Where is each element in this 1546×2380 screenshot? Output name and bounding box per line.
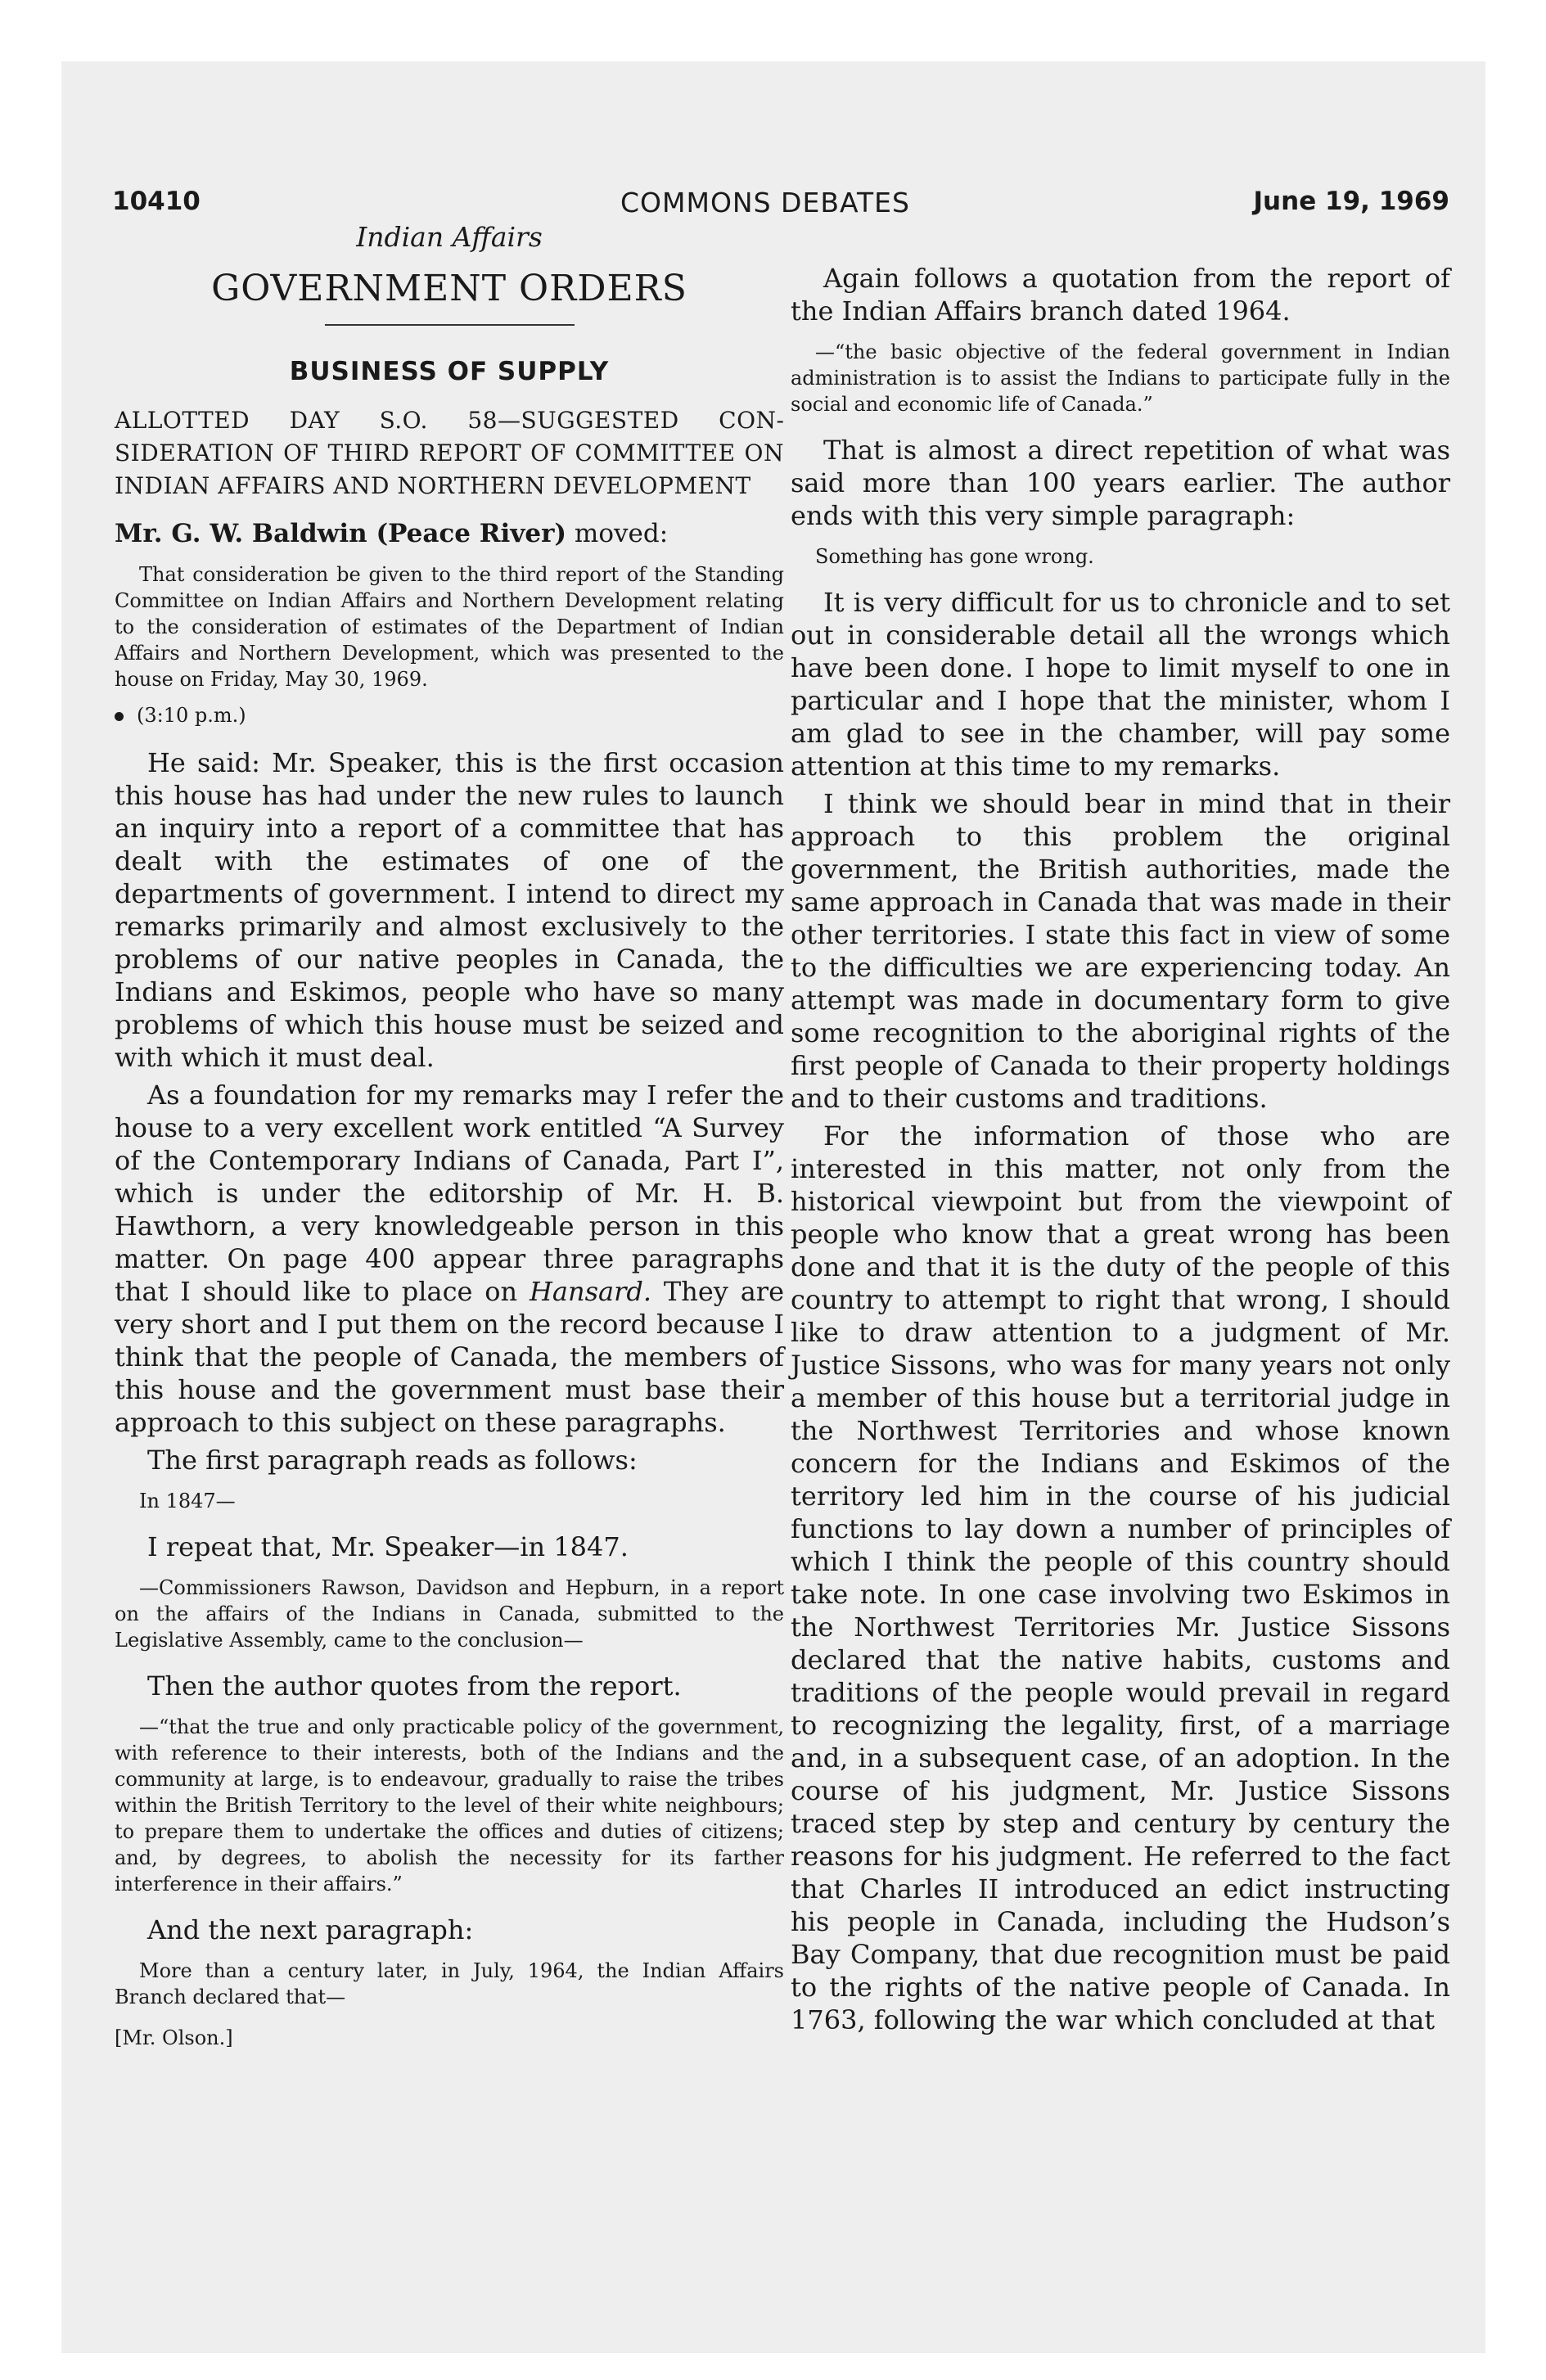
quotation: In 1847— xyxy=(139,1490,236,1512)
page-number: 10410 xyxy=(112,187,201,216)
quotation: —“the basic objective of the federal government in Indian administration is to assist the Indians to participate fully in the social and economic life of Canada.” xyxy=(791,340,1450,416)
left-column xyxy=(115,221,784,2049)
quotation: —Commissioners Rawson, Davidson and Hepburn, in a report on the affairs of the Indians in Canada, submitted to the Legislative Assembly, came to the conclusion— xyxy=(115,1576,784,1652)
paragraph: Then the author quotes from the report. xyxy=(147,1670,682,1702)
bullet-icon xyxy=(115,712,124,721)
heading-rule xyxy=(325,324,575,326)
publication-title: COMMONS DEBATES xyxy=(620,187,910,219)
orders-heading: GOVERNMENT ORDERS xyxy=(211,268,687,309)
paragraph: And the next paragraph: xyxy=(147,1914,474,1945)
mover-name: Mr. G. W. Baldwin (Peace River) xyxy=(115,519,567,548)
speaker-reference: [Mr. Olson.] xyxy=(115,2026,233,2049)
paragraph: He said: Mr. Speaker, this is the first occasion this house has had under the new rules to launch an inquiry into a report of a committee that has dealt with the estimates of one of the departments of government. I intend to direct my remarks primarily and almost exclusively to the problems of our native peoples in Canada, the Indians and Eskimos, people who have so many problems of which this house must be seized and with which it must deal. xyxy=(115,747,784,1073)
paragraph: As a foundation for my remarks may I refer the house to a very excellent work entitled “A Survey of the Contemporary Indians of Canada, Part I”, which is under the editorship of Mr. H. B. Hawthorn, a very knowledgeable person in this matter. On page 400 appear three paragraphs that I should like to place on Hansard. They are very short and I put them on the record because I think that the people of Canada, the members of this house and the government must base their approach to this subject on these paragraphs. xyxy=(115,1080,785,1438)
right-column xyxy=(791,221,1450,2041)
motion-text: That consideration be given to the third report of the Standing Committee on Indian Affairs and Northern Development relating to the consideration of estimates of the Department of Indian Affairs and Northern Development, which was presented to the house on Friday, May 30, 1969. xyxy=(115,563,784,691)
allotted-day-heading: ALLOTTED DAY S.O. 58—SUGGESTED CONSIDERATION OF THIRD REPORT OF COMMITTEE ON INDIAN AFFAIRS AND NORTHERN DEVELOPMENT xyxy=(115,407,784,499)
hansard-italic: Hansard. xyxy=(530,1276,652,1307)
paragraph: It is very difficult for us to chronicle and to set out in considerable detail all the wrongs which have been done. I hope to limit myself to one in particular and I hope that the minister, whom I am glad to see in the chamber, will pay some attention at this time to my remarks. xyxy=(791,587,1450,782)
paragraph: I think we should bear in mind that in their approach to this problem the original government, the British authorities, made the same approach in Canada that was made in their other territories. I state this fact in view of some to the difficulties we are experiencing today. An attempt was made in documentary form to give some recognition to the aboriginal rights of the first people of Canada to their property holdings and to their customs and traditions. xyxy=(791,788,1450,1114)
mover-verb: moved: xyxy=(566,519,669,548)
paragraph: I repeat that, Mr. Speaker—in 1847. xyxy=(147,1531,629,1562)
business-heading: BUSINESS OF SUPPLY xyxy=(289,357,610,386)
running-header xyxy=(0,187,1546,219)
quotation: —“that the true and only practicable policy of the government, with reference to their interests, both of the Indians and the community at large, is to endeavour, gradually to raise the tribes within the British Territory to the level of their white neighbours; to prepare them to undertake the offices and duties of citizens; and, by degrees, to abolish the necessity for its farther interference in their affairs.” xyxy=(115,1715,784,1895)
paragraph: That is almost a direct repetition of what was said more than 100 years earlier. The author ends with this very simple paragraph: xyxy=(791,435,1450,531)
section-heading: Indian Affairs xyxy=(356,221,543,253)
time-stamp: (3:10 p.m.) xyxy=(115,704,784,727)
mover-line xyxy=(115,519,784,548)
quotation: Something has gone wrong. xyxy=(815,545,1094,568)
paragraph: Again follows a quotation from the report of the Indian Affairs branch dated 1964. xyxy=(791,263,1450,327)
quotation: More than a century later, in July, 1964, the Indian Affairs Branch declared that— xyxy=(115,1959,784,2008)
publication-date: June 19, 1969 xyxy=(1253,187,1449,216)
paragraph: For the information of those who are interested in this matter, not only from the historical viewpoint but from the viewpoint of people who know that a great wrong has been done and that it is the duty of the people of this country to attempt to right that wrong, I should like to draw attention to a judgment of Mr. Justice Sissons, who was for many years not only a member of this house but a territorial judge in the Northwest Territories and whose known concern for the Indians and Eskimos of the territory led him in the course of his judicial functions to lay down a number of principles of which I think the people of this country should take note. In one case involving two Eskimos in the Northwest Territories Mr. Justice Sissons declared that the native habits, customs and traditions of the people would prevail in regard to recognizing the legality, first, of a marriage and, in a subsequent case, of an adoption. In the course of his judgment, Mr. Justice Sissons traced step by step and century by century the reasons for his judgment. He referred to the fact that Charles II introduced an edict instructing his people in Canada, including the Hudson’s Bay Company, that due recognition must be paid to the rights of the native people of Canada. In 1763, following the war which concluded at that xyxy=(791,1120,1450,2035)
paragraph: The first paragraph reads as follows: xyxy=(147,1445,638,1476)
